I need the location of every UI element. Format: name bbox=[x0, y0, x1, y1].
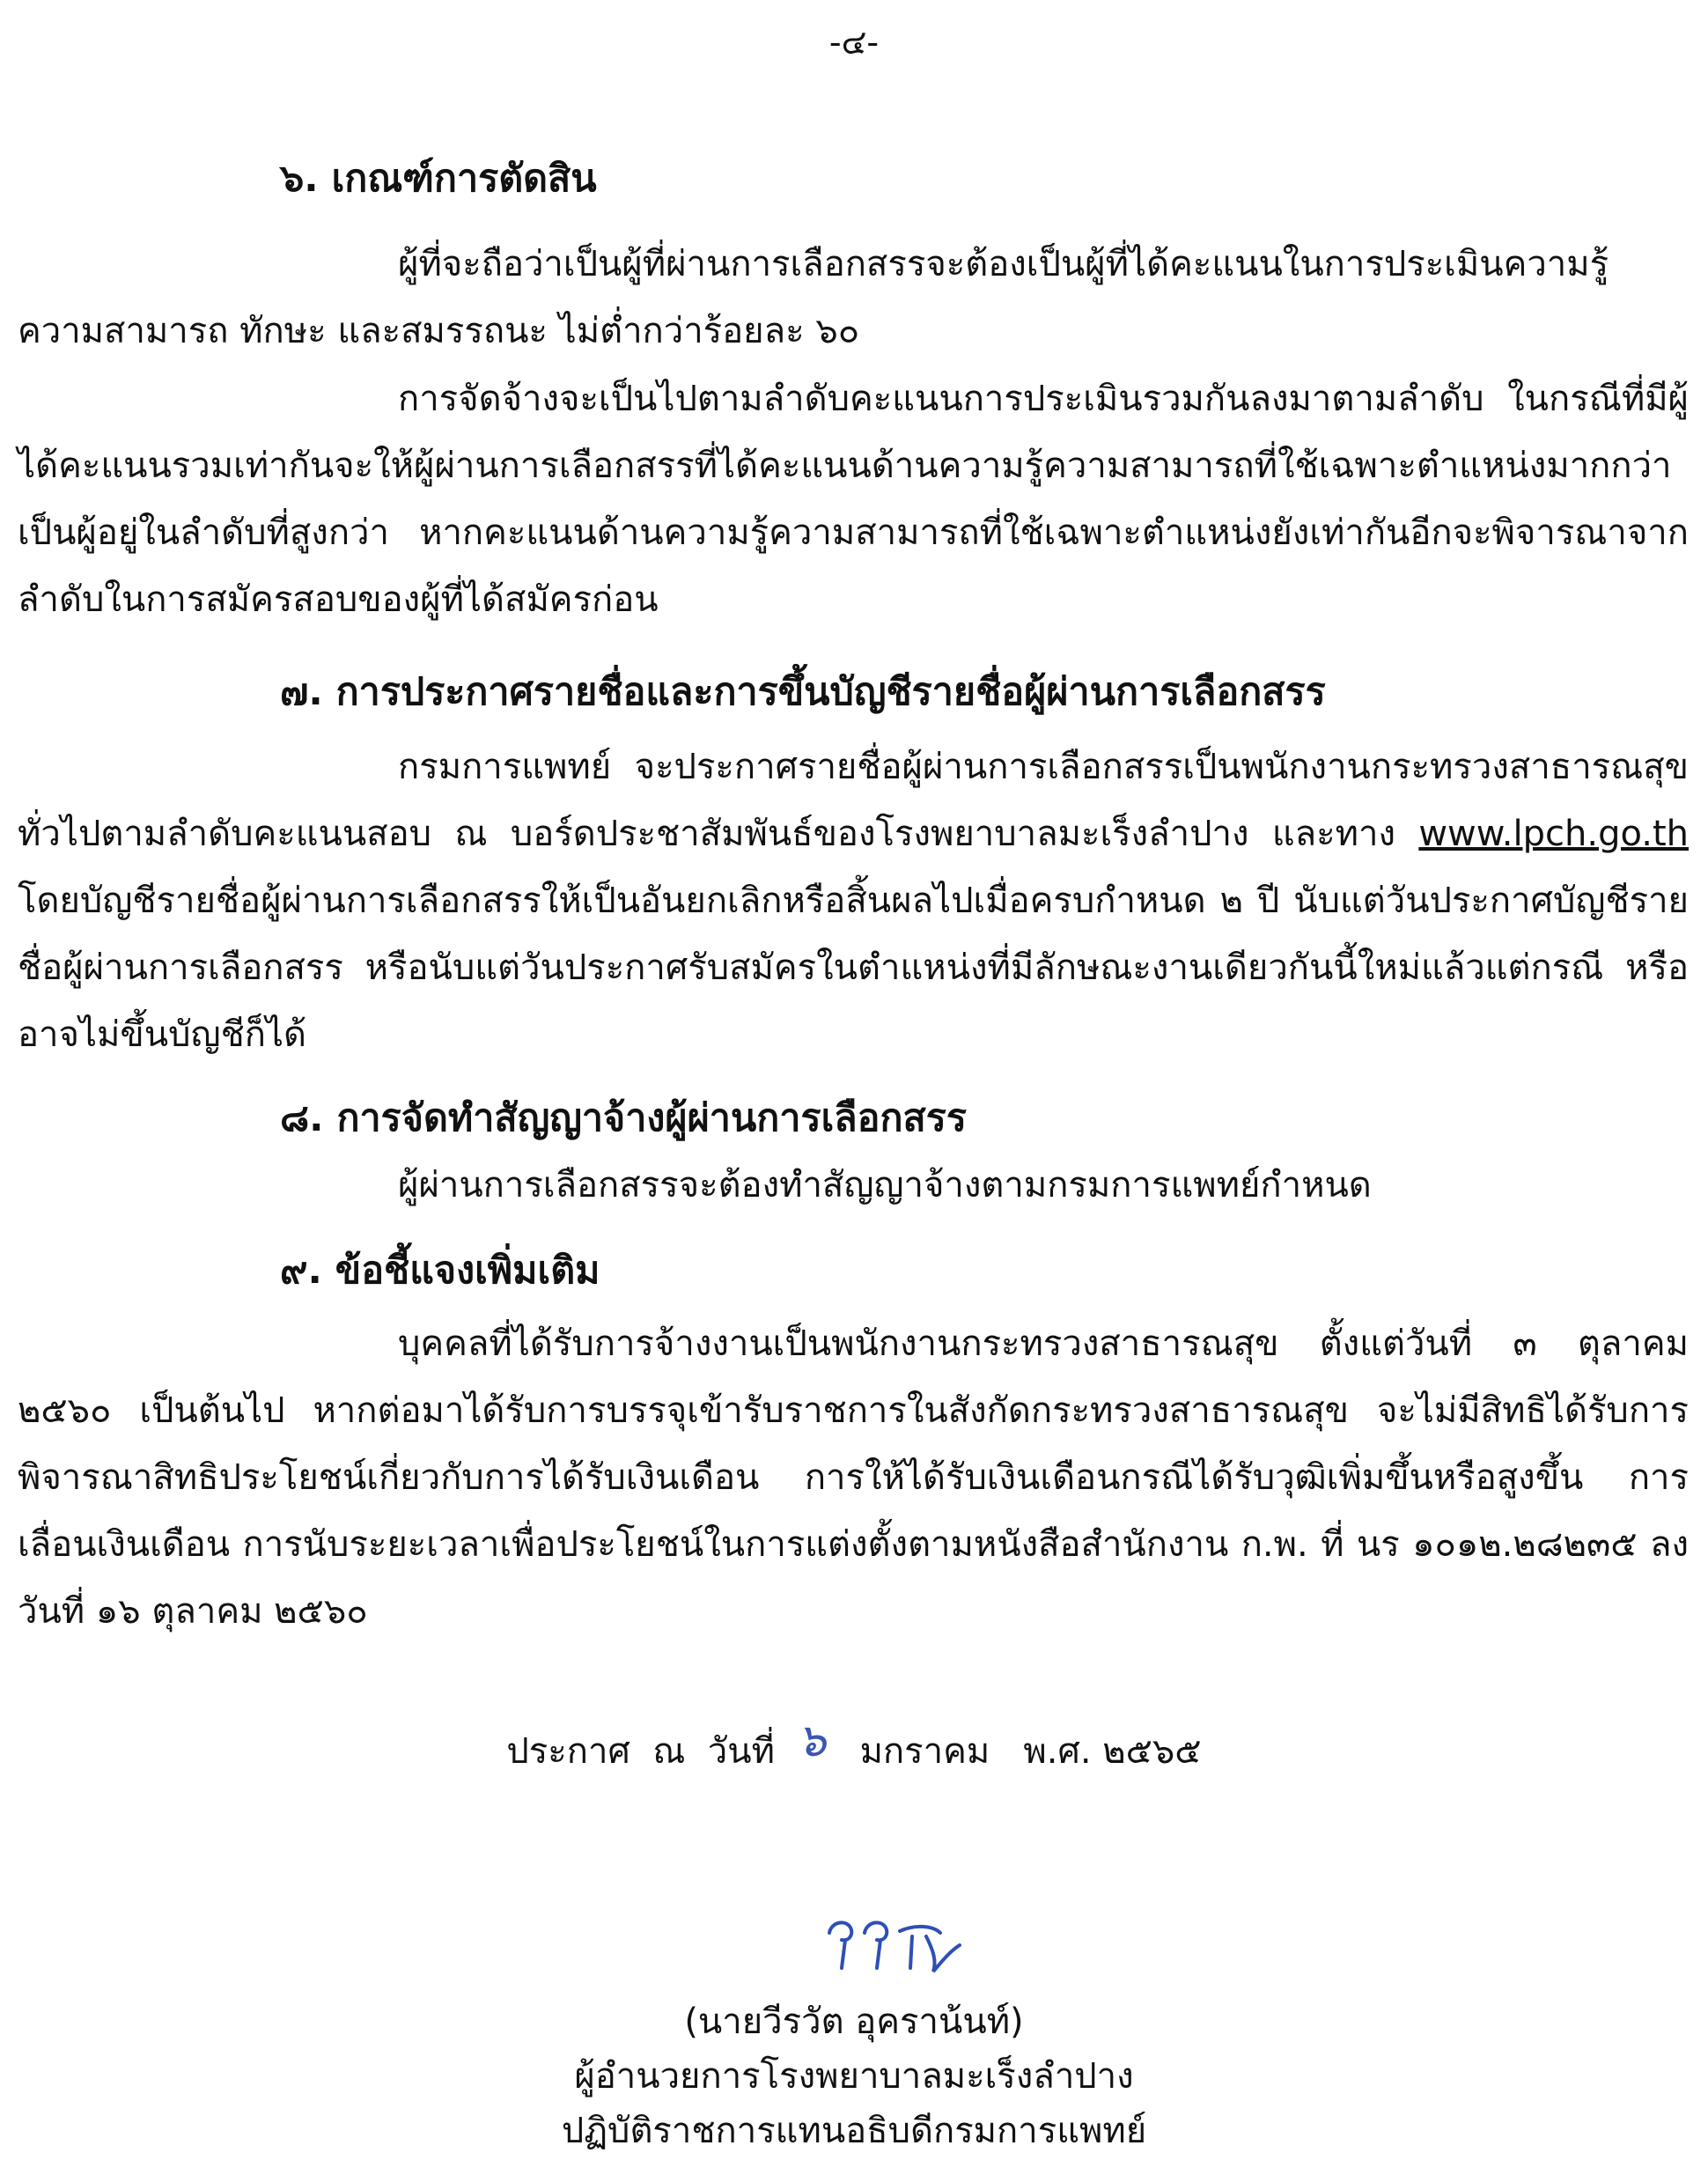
section-9-paragraph: บุคคลที่ได้รับการจ้างงานเป็นพนักงานกระทรวงสาธารณสุข ตั้งแต่วันที่ ๓ ตุลาคม ๒๕๖๐ เป็นต้นไป หากต่อมาได้รับการบรรจุเข้ารับราชการในสังกัดกระทรวงสาธารณสุข จะไม่มีสิทธิได้รับการพิจารณาสิทธิประโยชน์เกี่ยวกับการได้รับเงินเดือน การให้ได้รับเงินเดือนกรณีได้รับวุฒิเพิ่มขึ้นหรือสูงขึ้น การเลื่อนเงินเดือน การนับระยะเวลาเพื่อประโยชน์ในการแต่งตั้งตามหนังสือสำนักงาน ก.พ. ที่ นร ๑๐๑๒.๒๘๒๓๕ ลงวันที่ ๑๖ ตุลาคม ๒๕๖๐ bbox=[18, 1323, 1689, 1632]
section-7-heading: ๗. การประกาศรายชื่อและการขึ้นบัญชีรายชื่อผู้ผ่านการเลือกสรร bbox=[280, 670, 1326, 714]
section-9-heading: ๙. ข้อชี้แจงเพิ่มเติม bbox=[280, 1249, 600, 1293]
handwritten-signature bbox=[819, 1906, 977, 1986]
section-8-paragraph: ผู้ผ่านการเลือกสรรจะต้องทำสัญญาจ้างตามกรมการแพทย์กำหนด bbox=[398, 1165, 1372, 1205]
section-8-heading: ๘. การจัดทำสัญญาจ้างผู้ผ่านการเลือกสรร bbox=[280, 1096, 967, 1140]
section-6-heading: ๖. เกณฑ์การตัดสิน bbox=[280, 157, 597, 201]
signatory-block bbox=[0, 1994, 1708, 2158]
announcement-day-handwritten: ๖ bbox=[797, 1714, 827, 1767]
signatory-name: (นายวีรวัต อุคราน้นท์) bbox=[684, 2002, 1024, 2042]
signatory-acting: ปฏิบัติราชการแทนอธิบดีกรมการแพทย์ bbox=[561, 2111, 1147, 2151]
page-number: -๔- bbox=[828, 23, 880, 62]
section-7-text-start: กรมการแพทย์ จะประกาศรายชื่อผู้ผ่านการเลือกสรรเป็นพนักงานกระทรวงสาธารณสุขทั่วไปตามลำดับคะแนนสอบ ณ บอร์ดประชาสัมพันธ์ของโรงพยาบาลมะเร็งลำปาง และทาง bbox=[18, 747, 1689, 854]
announcement-prefix: ประกาศ ณ วันที่ bbox=[506, 1731, 798, 1772]
section-6-paragraph-2: การจัดจ้างจะเป็นไปตามลำดับคะแนนการประเมินรวมกันลงมาตามลำดับ ในกรณีที่มีผู้ได้คะแนนรวมเท่ากันจะให้ผู้ผ่านการเลือกสรรที่ได้คะแนนด้านความรู้ความสามารถที่ใช้เฉพาะตำแหน่งมากกว่าเป็นผู้อยู่ในลำดับที่สูงกว่า หากคะแนนด้านความรู้ความสามารถที่ใช้เฉพาะตำแหน่งยังเท่ากันอีกจะพิจารณาจากลำดับในการสมัครสอบของผู้ที่ได้สมัครก่อน bbox=[18, 379, 1689, 620]
announcement-date bbox=[0, 1714, 1708, 1778]
announcement-suffix: มกราคม พ.ศ. ๒๕๖๕ bbox=[826, 1731, 1202, 1772]
website-link[interactable]: www.lpch.go.th bbox=[1418, 814, 1689, 854]
section-7-text-end: โดยบัญชีรายชื่อผู้ผ่านการเลือกสรรให้เป็นอันยกเลิกหรือสิ้นผลไปเมื่อครบกำหนด ๒ ปี นับแต่วันประกาศบัญชีรายชื่อผู้ผ่านการเลือกสรร หรือนับแต่วันประกาศรับสมัครในตำแหน่งที่มีลักษณะงานเดียวกันนี้ใหม่แล้วแต่กรณี หรืออาจไม่ขึ้นบัญชีก็ได้ bbox=[18, 881, 1689, 1055]
section-6-paragraph-1: ผู้ที่จะถือว่าเป็นผู้ที่ผ่านการเลือกสรรจะต้องเป็นผู้ที่ได้คะแนนในการประเมินความรู้ ความสามารถ ทักษะ และสมรรถนะ ไม่ต่ำกว่าร้อยละ ๖๐ bbox=[18, 244, 1609, 351]
signatory-title: ผู้อำนวยการโรงพยาบาลมะเร็งลำปาง bbox=[574, 2056, 1134, 2097]
section-7-paragraph bbox=[18, 734, 1689, 1068]
